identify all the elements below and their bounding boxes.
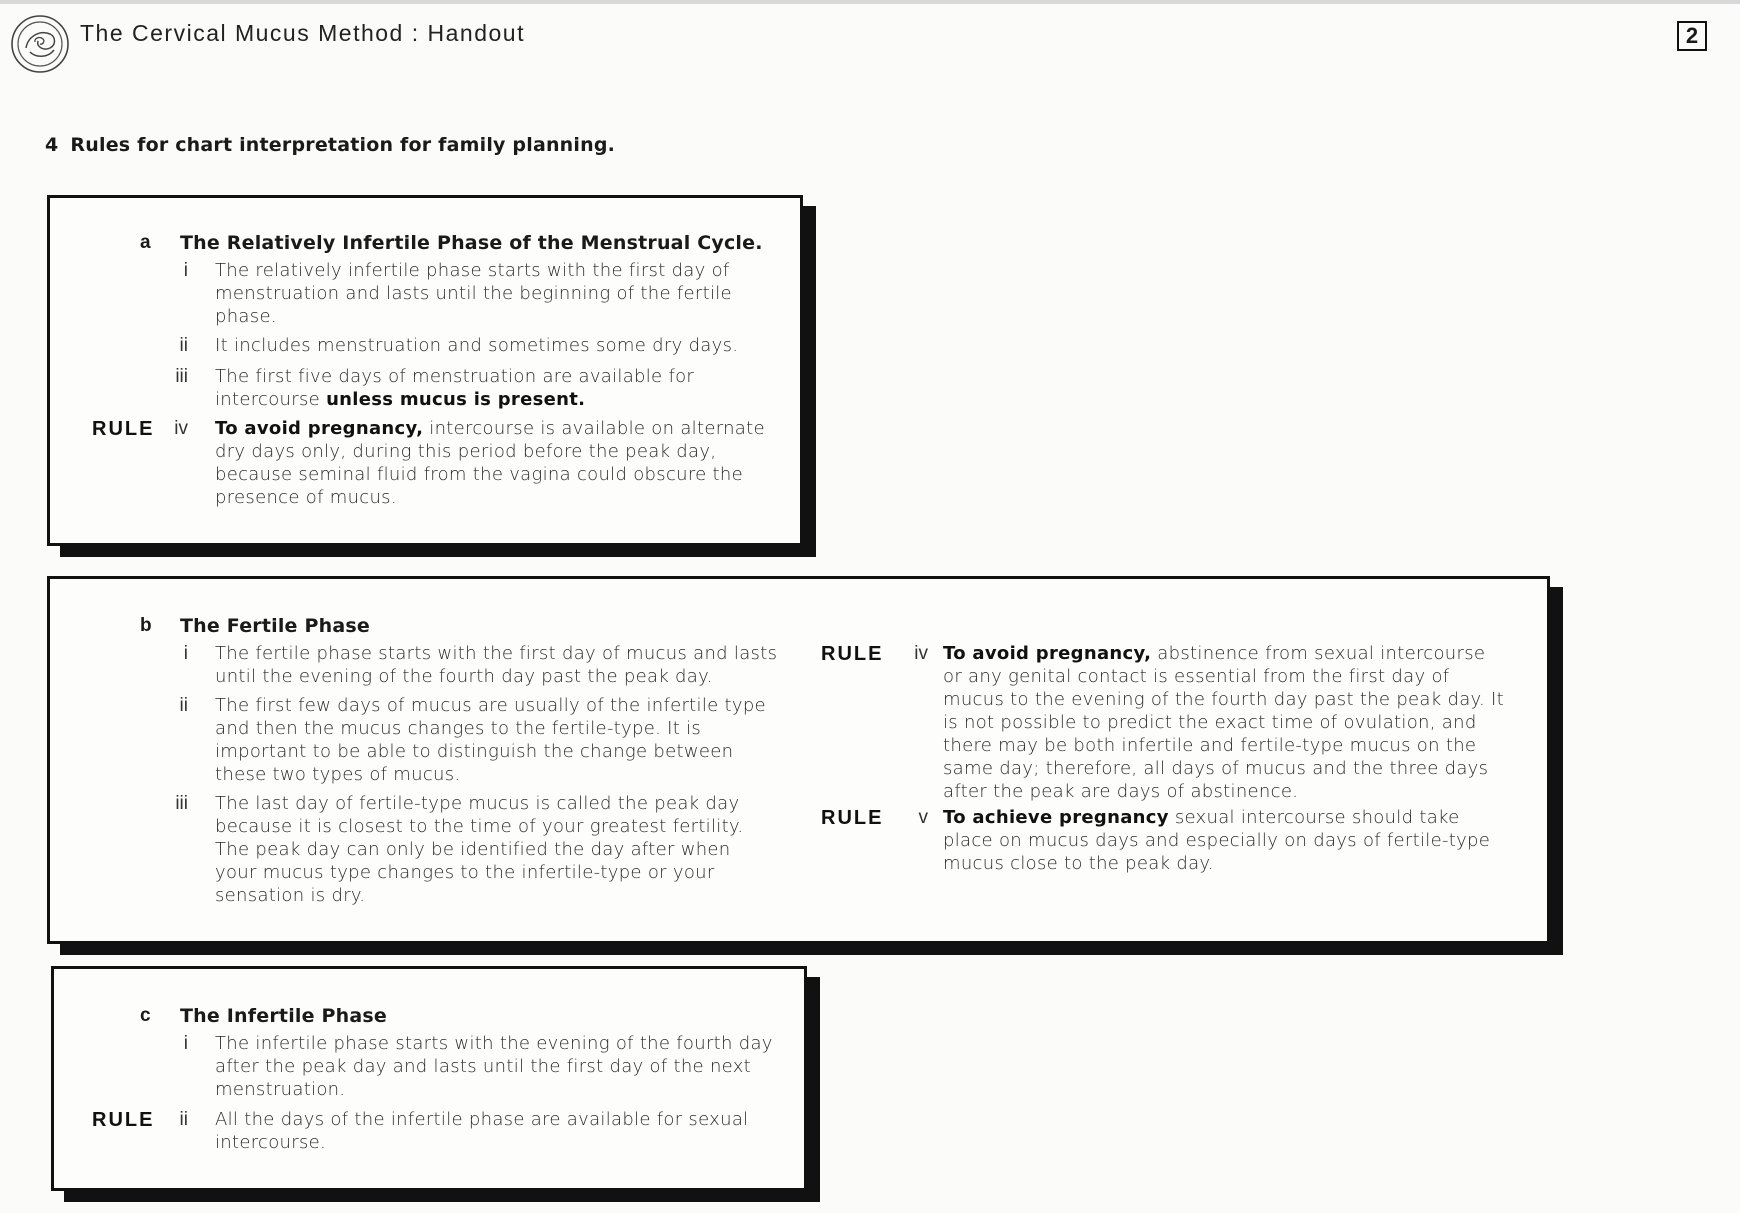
item-text-bold: To achieve pregnancy: [943, 807, 1169, 828]
item-text: The fertile phase starts with the first day of mucus and lasts until the evening of the fourth day past the peak day.: [215, 643, 778, 687]
section-heading: [45, 134, 615, 156]
item-text-bold: To avoid pregnancy,: [215, 418, 424, 439]
box-a-title: The Relatively Infertile Phase of the Menstrual Cycle.: [180, 232, 763, 254]
page-number: 2: [1677, 21, 1707, 51]
method-logo-icon: [10, 14, 70, 74]
box-fertile-phase: [47, 576, 1550, 944]
item-numeral: i: [183, 1033, 188, 1054]
item-numeral: iii: [175, 793, 188, 814]
section-number: 4: [45, 134, 59, 156]
box-c-title: The Infertile Phase: [180, 1005, 387, 1027]
box-infertile-phase: [51, 966, 807, 1191]
item-text: [215, 417, 775, 509]
item-numeral: iv: [174, 418, 188, 439]
item-text: It includes menstruation and sometimes some dry days.: [215, 335, 739, 356]
item-text-plain: abstinence from sexual intercourse or any genital contact is essential from the first day of mucus to the evening of the fourth day past the peak day. It is not possible to predict the exact time of ovulation, and there may be both infertile and fertile-type mucus on the same day; therefore, all days of mucus and the three days after the peak are days of abstinence.: [943, 643, 1504, 802]
item-numeral: ii: [179, 1109, 188, 1130]
item-numeral: i: [183, 643, 188, 664]
section-title: Rules for chart interpretation for family planning.: [70, 134, 616, 156]
item-text: All the days of the infertile phase are available for sexual intercourse.: [215, 1109, 749, 1153]
rule-label: RULE: [92, 418, 155, 440]
item-text-bold: unless mucus is present.: [326, 389, 586, 410]
item-text: The infertile phase starts with the evening of the fourth day after the peak day and lasts until the first day of the next menstruation.: [215, 1033, 773, 1100]
item-numeral: i: [183, 260, 188, 281]
item-text: The first few days of mucus are usually of the infertile type and then the mucus changes to the fertile-type. It is important to be able to distinguish the change between these two types of mucus.: [215, 695, 766, 785]
item-text: The relatively infertile phase starts with the first day of menstruation and lasts until the beginning of the fertile phase.: [215, 260, 732, 327]
box-relatively-infertile-phase: [47, 195, 803, 546]
rule-label: RULE: [821, 643, 884, 665]
item-text: [943, 642, 1508, 803]
item-text-bold: To avoid pregnancy,: [943, 643, 1152, 664]
box-b-letter: b: [140, 615, 152, 636]
box-b-title: The Fertile Phase: [180, 615, 370, 637]
item-numeral: ii: [179, 335, 188, 356]
box-c-letter: c: [140, 1005, 151, 1026]
item-text-plain: sexual intercourse should take place on mucus days and especially on days of fertile-type mucus close to the peak day.: [943, 807, 1491, 874]
rule-label: RULE: [821, 807, 884, 829]
box-a-letter: a: [140, 232, 151, 253]
item-text-plain: The first five days of menstruation are available for intercourse: [215, 366, 695, 410]
item-text: [215, 365, 735, 411]
item-numeral: ii: [179, 695, 188, 716]
item-numeral: v: [918, 807, 928, 828]
item-numeral: iv: [914, 643, 928, 664]
top-edge-line: [0, 0, 1740, 4]
handout-title: The Cervical Mucus Method : Handout: [80, 20, 525, 46]
rule-label: RULE: [92, 1109, 155, 1131]
item-text-plain: intercourse is available on alternate dry days only, during this period before the peak day, because seminal fluid from the vagina could obscure the presence of mucus.: [215, 418, 765, 508]
item-numeral: iii: [175, 366, 188, 387]
item-text: [943, 806, 1508, 875]
item-text: The last day of fertile-type mucus is called the peak day because it is closest to the time of your greatest fertility. The peak day can only be identified the day after when your mucus type changes to the infertile-type or your sensation is dry.: [215, 793, 744, 906]
